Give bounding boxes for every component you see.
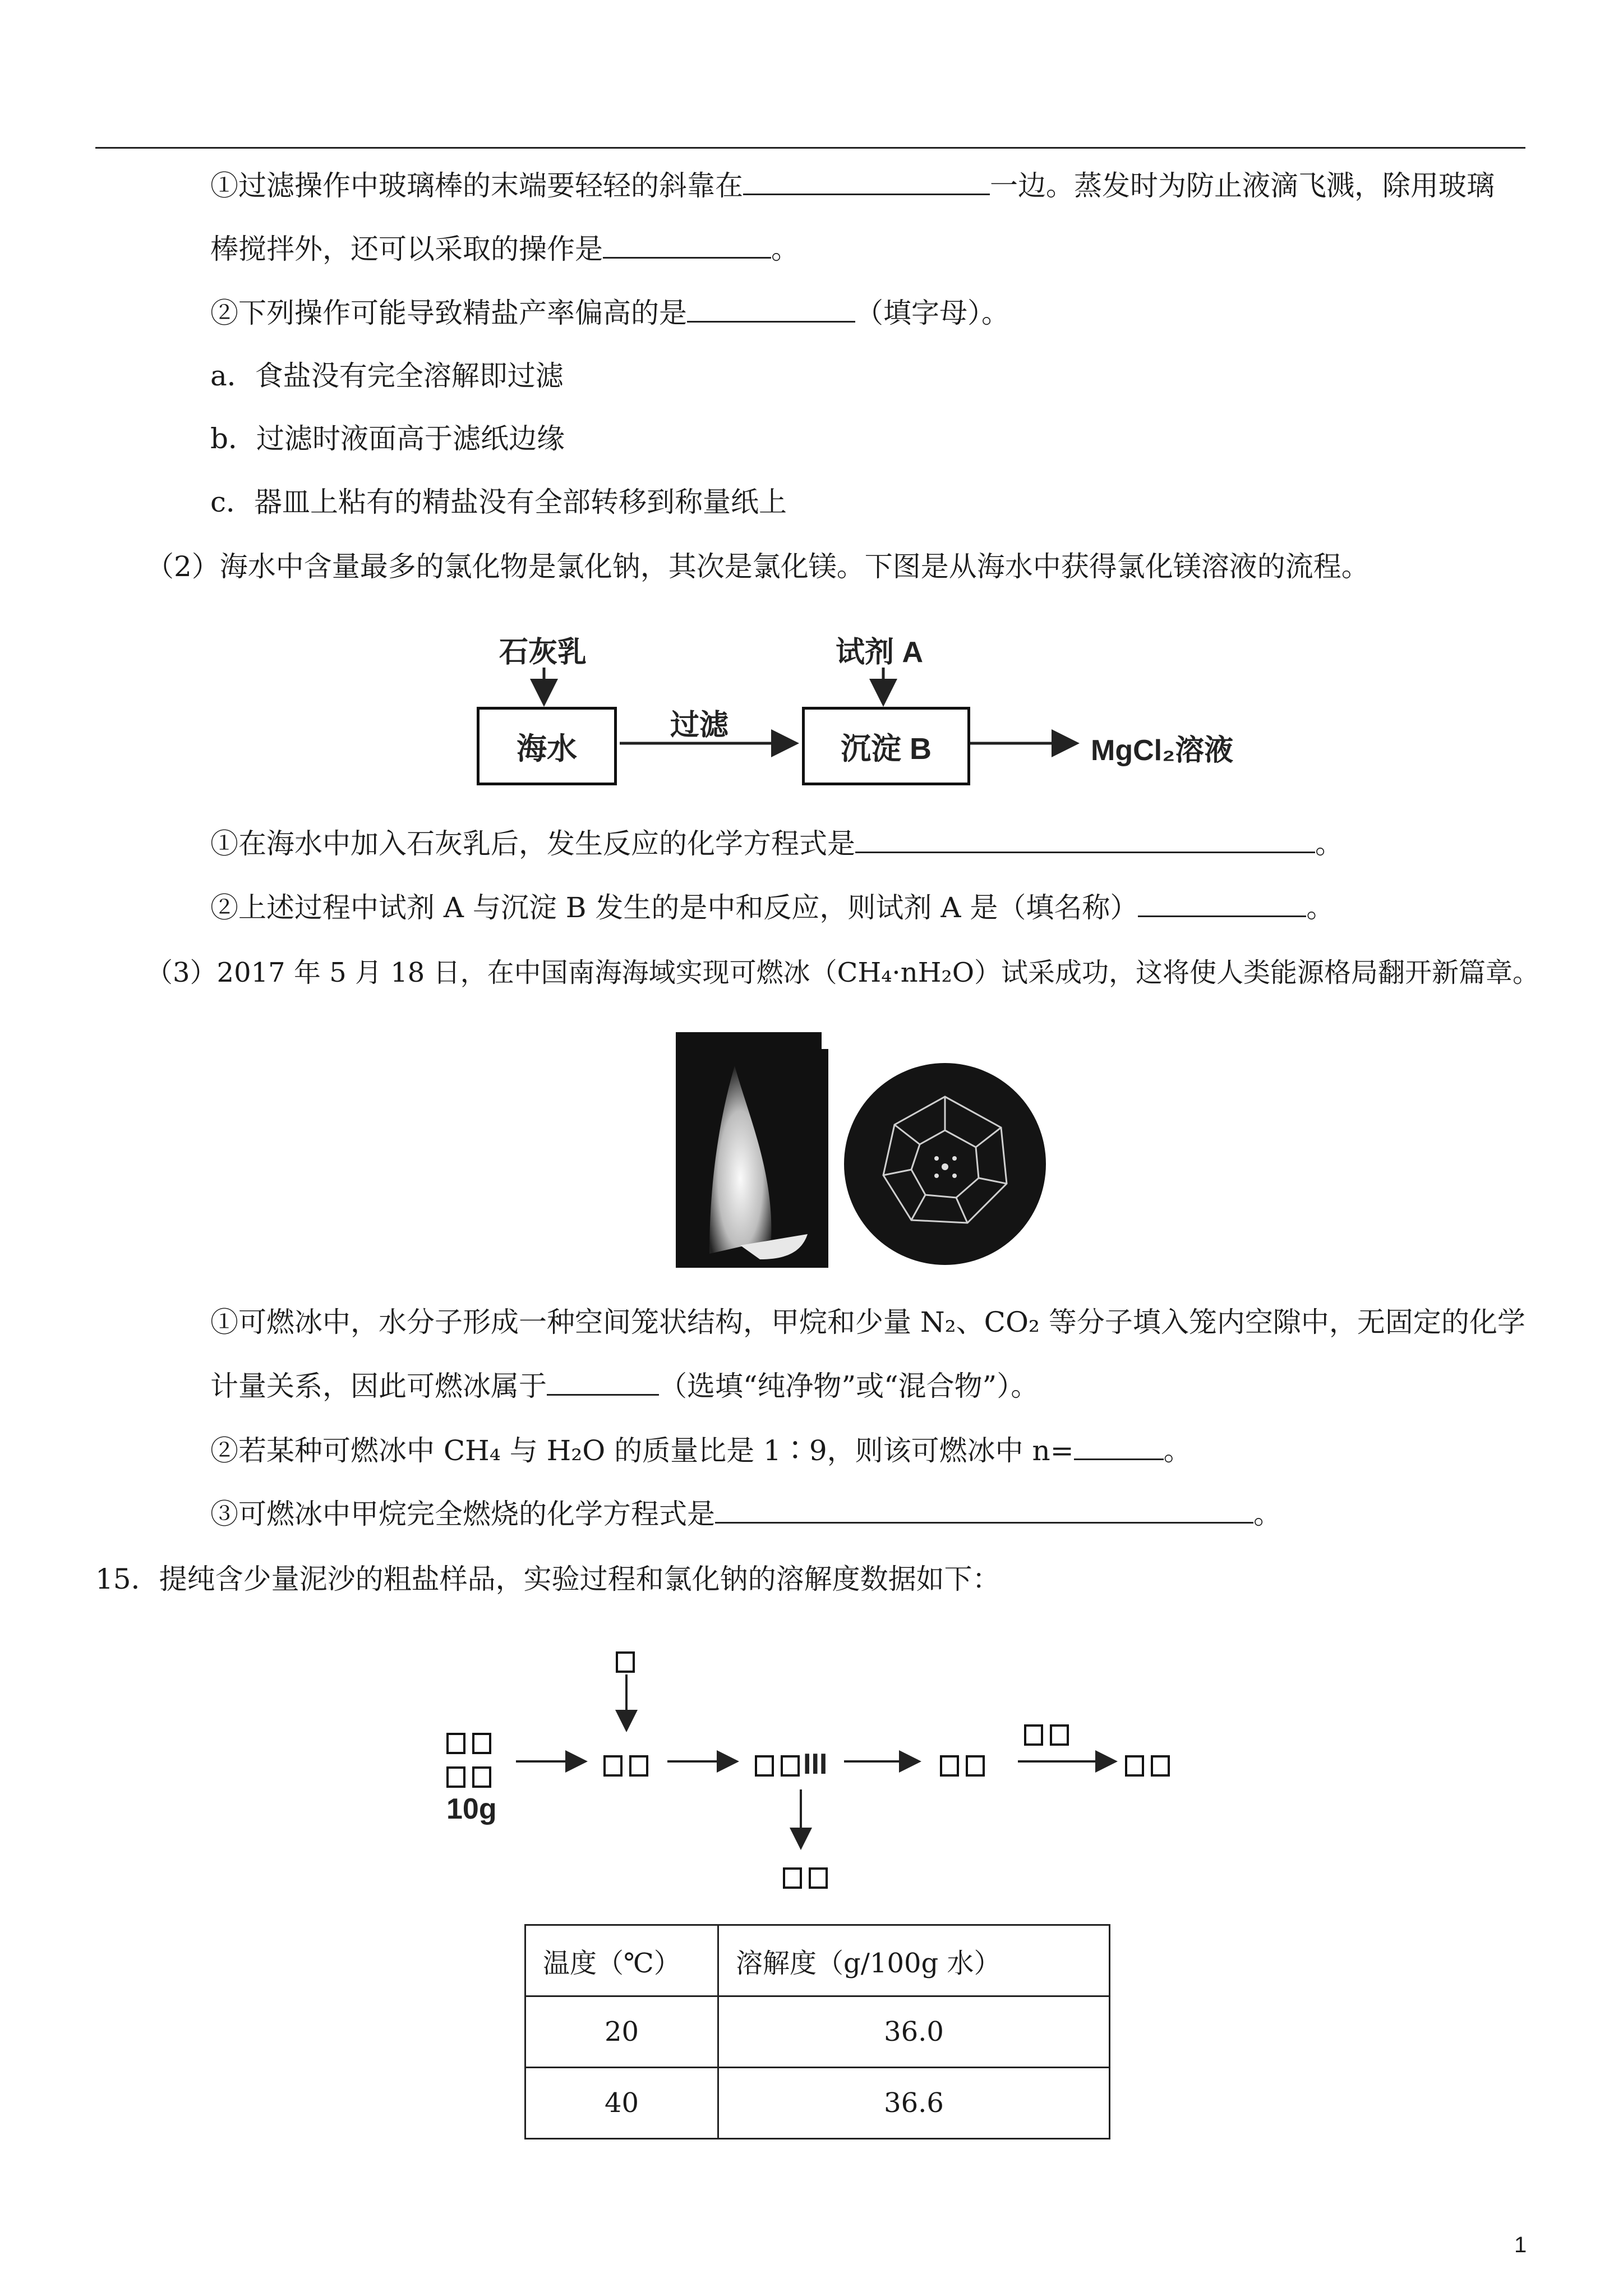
q2-text-2b: 。 — [1306, 891, 1335, 924]
precipitate-b-label: 沉淀 B — [841, 731, 932, 766]
placeholder-glyph — [937, 1747, 988, 1781]
header-temperature: 温度（℃） — [525, 1925, 718, 1996]
placeholder-glyph — [612, 1644, 638, 1677]
q3-text-3a: ②若某种可燃冰中 CH₄ 与 H₂O 的质量比是 1∶9，则该可燃冰中 n= — [210, 1434, 1074, 1467]
q1-text-2b: 。 — [771, 233, 799, 265]
reagent-a-label: 试剂 A — [836, 636, 924, 669]
placeholder-glyph — [1122, 1747, 1173, 1781]
table-cell: 36.0 — [718, 1996, 1110, 2068]
option-b: b．过滤时液面高于滤纸边缘 — [210, 422, 565, 455]
lime-milk-label: 石灰乳 — [499, 636, 587, 669]
placeholder-glyph — [600, 1747, 652, 1781]
step3-label — [751, 1747, 827, 1781]
table-row — [525, 1996, 1110, 2068]
placeholder-glyph — [443, 1725, 495, 1759]
q2-text-1a: ①在海水中加入石灰乳后，发生反应的化学方程式是 — [210, 827, 855, 860]
page-number: 1 — [1514, 2233, 1527, 2257]
q2-stem: （2）海水中含量最多的氯化物是氯化钠，其次是氯化镁。下图是从海水中获得氯化镁溶液的流程。 — [146, 550, 1370, 583]
q3-text-4b: 。 — [1253, 1498, 1281, 1530]
q1-text-1a: ①过滤操作中玻璃棒的末端要轻轻的斜靠在 — [210, 169, 743, 202]
solubility-table — [524, 1924, 1110, 2139]
table-cell: 40 — [525, 2068, 718, 2139]
placeholder-glyph — [780, 1860, 831, 1893]
placeholder-glyph — [1021, 1717, 1072, 1750]
step3-suffix: III — [803, 1748, 828, 1780]
q2-text-2a: ②上述过程中试剂 A 与沉淀 B 发生的是中和反应，则试剂 A 是（填名称） — [210, 891, 1138, 924]
q3-text-4a: ③可燃冰中甲烷完全燃烧的化学方程式是 — [210, 1498, 715, 1530]
q1-text-3b: （填字母）。 — [855, 297, 1009, 329]
placeholder-glyph — [443, 1759, 495, 1792]
q3-line-1: ①可燃冰中，水分子形成一种空间笼状结构，甲烷和少量 N₂、CO₂ 等分子填入笼内空隙中，无固定的化学 — [210, 1306, 1525, 1338]
sample-mass: 10g — [446, 1793, 497, 1825]
header-solubility: 溶解度（g/100g 水） — [718, 1925, 1110, 1996]
q3-text-3b: 。 — [1163, 1434, 1192, 1467]
q1-text-1b: 一边。蒸发时为防止液滴飞溅，除用玻璃 — [990, 169, 1495, 202]
mgcl2-solution-label: MgCl₂溶液 — [1091, 734, 1234, 767]
filter-label: 过滤 — [670, 709, 729, 742]
q15-stem: 15．提纯含少量泥沙的粗盐样品，实验过程和氯化钠的溶解度数据如下： — [95, 1563, 1000, 1595]
table-cell: 36.6 — [718, 2068, 1110, 2139]
option-a: a．食盐没有完全溶解即过滤 — [210, 360, 564, 392]
table-cell: 20 — [525, 1996, 718, 2068]
seawater-label: 海水 — [517, 731, 577, 766]
q3-stem: （3）2017 年 5 月 18 日，在中国南海海域实现可燃冰（CH₄·nH₂O）试采成功，这将使人类能源格局翻开新篇章。 — [146, 957, 1540, 988]
q2-text-1b: 。 — [1315, 827, 1343, 860]
table-row — [525, 2068, 1110, 2139]
q3-text-2a: 计量关系，因此可燃冰属于 — [210, 1370, 547, 1402]
table-header-row — [525, 1925, 1110, 1996]
option-c: c．器皿上粘有的精盐没有全部转移到称量纸上 — [210, 486, 787, 518]
q3-text-2b: （选填“纯净物”或“混合物”）。 — [659, 1370, 1039, 1402]
q1-text-2a: 棒搅拌外，还可以采取的操作是 — [210, 233, 603, 265]
q1-text-3a: ②下列操作可能导致精盐产率偏高的是 — [210, 297, 687, 329]
